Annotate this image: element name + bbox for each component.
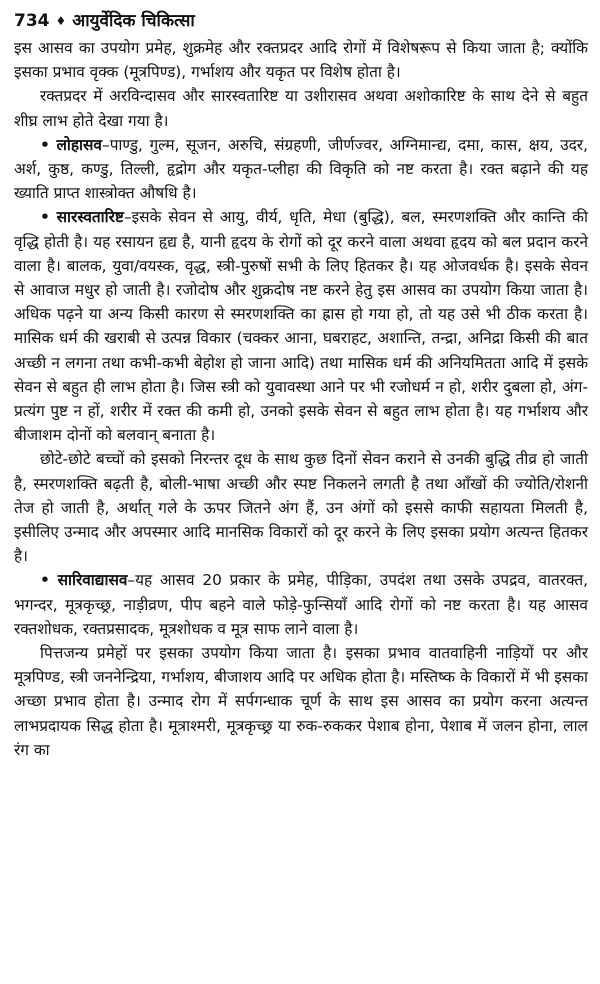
bullet-icon: • [40,208,50,227]
topic-sarivadyasav: सारिवाद्यासव [57,571,128,590]
bullet-icon: • [40,135,50,154]
book-title: आयुर्वेदिक चिकित्सा [72,11,195,31]
paragraph-lohasav [14,133,588,206]
diamond-icon: ♦ [55,14,67,28]
page-number: 734 [14,11,50,31]
saraswatarishta-text: –इसके सेवन से आयु, वीर्य, धृति, मेधा (बुद्धि), बल, स्मरणशक्ति और कान्ति की वृद्धि होती है। यह रसायन हृद्य है, यानी हृदय के रोगों को दूर करने वाला अथवा हृदय को बल प्रदान करने वाला है। बालक, युवा/वयस्क, वृद्ध, स्त्री-पुरुषों सभी के लिए हितकर है। यह ओजवर्धक है। इसके सेवन से आवाज मधुर हो जाती है। रजोदोष और शुक्रदोष नष्ट करने हेतु इस आसव का उपयोग किया जाता है। अधिक पढ़ने या अन्य किसी कारण से स्मरणशक्ति का ह्रास हो गया हो, तो यह उसे भी ठीक करता है। मासिक धर्म की खराबी से उत्पन्न विकार (चक्कर आना, घबराहट, अशान्ति, तन्द्रा, अनिद्रा किसी की बात अच्छी न लगना तथा कभी-कभी बेहोश हो जाना आदि) तथा मासिक धर्म की अनियमितता आदि में इसके सेवन से बहुत ही लाभ होता है। जिस स्त्री को युवावस्था आने पर भी रजोधर्म न हो, शरीर दुबला हो, अंग-प्रत्यंग पुष्ट न हों, शरीर में रक्त की कमी हो, उनको इसके सेवन से बहुत लाभ होता है। यह गर्भाशय और बीजाशम दोनों को बलवान् बनाता है। [14,208,588,445]
paragraph-pittajanya: पित्तजन्य प्रमेहों पर इसका उपयोग किया जाता है। इसका प्रभाव वातवाहिनी नाड़ियों पर और मूत्रपिण्ड, स्त्री जननेन्द्रिया, गर्भाशय, बीजाशय आदि पर अधिक होता है। मस्तिष्क के विकारों में भी इसका अच्छा प्रभाव होता है। उन्माद रोग में सर्पगन्धाक चूर्ण के साथ इस आसव का प्रयोग करना अत्यन्त लाभप्रदायक सिद्ध होता है। मूत्राश्मरी, मूत्रकृच्छ्र या रुक-रुककर पेशाब होना, पेशाब में जलन होना, लाल रंग का [14,644,588,759]
paragraph-2: रक्तप्रदर में अरविन्दासव और सारस्वतारिष्ट या उशीरासव अथवा अशोकारिष्ट के साथ देने से बहुत शीघ्र लाभ होते देखा गया है। [14,87,588,130]
paragraph-1: इस आसव का उपयोग प्रमेह, शुक्रमेह और रक्तप्रदर आदि रोगों में विशेषरूप से किया जाता है; क्योंकि इसका प्रभाव वृक्क (मूत्रपिण्ड), गर्भाशय और यकृत पर विशेष होता है। [14,39,588,82]
lohasav-text: –पाण्डु, गुल्म, सूजन, अरुचि, संग्रहणी, जीर्णज्वर, अग्निमान्द्य, दमा, कास, क्षय, उदर, अर्श, कुष्ठ, कण्डु, तिल्ली, हृद्रोग और यकृत-प्लीहा की विकृति को नष्ट करता है। रक्त बढ़ाने की यह ख्याति प्राप्त शास्त्रोक्त औषधि है। [14,135,588,203]
paragraph-sarivadyasav [14,568,588,641]
topic-saraswatarishta: सारस्वतारिष्ट [56,208,124,227]
topic-lohasav: लोहासव [56,135,102,154]
bullet-icon: • [40,571,50,590]
sarivadyasav-text: –यह आसव 20 प्रकार के प्रमेह, पीड़िका, उपदंश तथा उसके उपद्रव, वातरक्त, भगन्दर, मूत्रकृच्छ्र, नाड़ीव्रण, पीप बहने वाले फोड़े-फुन्सियाँ आदि रोगों को नष्ट करता है। यह आसव रक्तशोधक, रक्तप्रसादक, मूत्रशोधक व मूत्र साफ लाने वाला है। [14,571,588,638]
paragraph-saraswatarishta [14,205,588,447]
page-header [14,10,588,32]
paragraph-children: छोटे-छोटे बच्चों को इसको निरन्तर दूध के साथ कुछ दिनों सेवन कराने से उनकी बुद्धि तीव्र हो जाती है, स्मरणशक्ति बढ़ती है, बोली-भाषा अच्छी और स्पष्ट निकलने लगती है तथा आँखों की ज्योति/रोशनी तेज हो जाती है, अर्थात् गले के ऊपर जितने अंग हैं, उन अंगों को इससे काफी सहायता मिलती है, इसीलिए उन्माद और अपस्मार आदि मानसिक विकारों को दूर करने के लिए इसका प्रयोग अत्यन्त हितकर है। [14,450,588,566]
